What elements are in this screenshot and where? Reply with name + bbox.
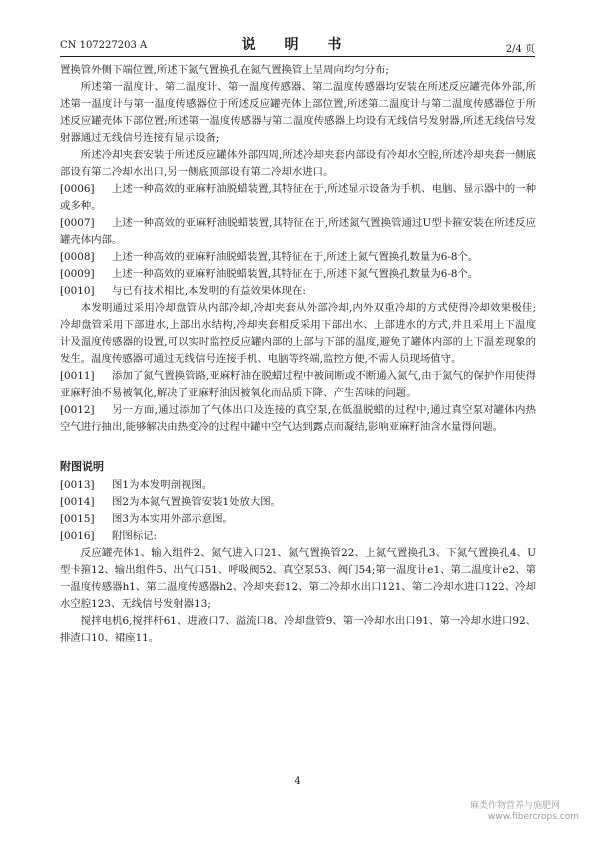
document-title: 说 明 书 bbox=[241, 37, 354, 53]
paragraph-number: [0007] bbox=[60, 217, 95, 229]
paragraph bbox=[60, 266, 536, 283]
watermark-url: www.fibercrops.com bbox=[488, 812, 579, 822]
paragraph-number: [0010] bbox=[60, 285, 95, 297]
header-rule bbox=[60, 56, 535, 57]
figures-section-title: 附图说明 bbox=[60, 460, 104, 473]
paragraph-text: 另一方面,通过添加了气体出口及连接的真空泵,在低温脱蜡的过程中,通过真空泵对罐体内热空气进行抽出,能够解决由热变冷的过程中罐中空气达到露点而凝结,影响亚麻籽油含水量得问题。 bbox=[60, 404, 536, 433]
paragraph bbox=[60, 215, 536, 249]
paragraph bbox=[60, 62, 536, 79]
paragraph bbox=[60, 545, 536, 613]
page-header bbox=[60, 34, 535, 56]
paragraph-text: 搅拌电机6,搅拌杆61、进液口7、溢流口8、冷却盘管9、第一冷却水出口91、第一冷却水进口92、排渣口10、裙座11。 bbox=[60, 615, 536, 644]
paragraph-text: 图1为本发明剖视图。 bbox=[112, 479, 213, 491]
paragraph-number: [0014] bbox=[60, 496, 95, 508]
paragraph-text: 上述一种高效的亚麻籽油脱蜡装置,其特征在于,所述氮气置换管通过U型卡箍安装在所述反应罐壳体内部。 bbox=[60, 217, 536, 246]
paragraph bbox=[60, 147, 536, 181]
paragraph bbox=[60, 402, 536, 436]
paragraph bbox=[60, 477, 536, 494]
paragraph bbox=[60, 181, 536, 215]
description-paragraphs bbox=[60, 62, 536, 436]
paragraph bbox=[60, 283, 536, 300]
paragraph-number: [0009] bbox=[60, 268, 95, 280]
paragraph-text: 图2为本氮气置换管安装1处放大图。 bbox=[112, 496, 282, 508]
paragraph bbox=[60, 528, 536, 545]
document-body bbox=[60, 62, 536, 647]
paragraph-number: [0008] bbox=[60, 251, 95, 263]
paragraph-text: 反应罐壳体1、输入组件2、氮气进入口21、氮气置换管22、上氮气置换孔3、下氮气置换孔4、U型卡箍12、输出组件5、出气口51、呼吸阀52、真空泵53、阀门54;第一温度计e1、第二温度计e2、第一温度传感器h1、第二温度传感器h2、冷却夹套12、第二冷却水出口121、第二冷却水进口122、冷却水空腔123、无线信号发射器13; bbox=[60, 547, 536, 610]
paragraph-text: 上述一种高效的亚麻籽油脱蜡装置,其特征在于,所述下氮气置换孔数量为6-8个。 bbox=[112, 268, 479, 280]
paragraph-number: [0015] bbox=[60, 513, 95, 525]
paragraph-text: 所述冷却夹套安装于所述反应罐体外部四周,所述冷却夹套内部设有冷却水空腔,所述冷却夹套一侧底部设有第二冷却水出口,另一侧底顶部设有第二冷却水进口。 bbox=[60, 149, 536, 178]
paragraph-number: [0016] bbox=[60, 530, 95, 542]
paragraph-text: 与已有技术相比,本发明的有益效果体现在: bbox=[112, 285, 306, 297]
paragraph bbox=[60, 613, 536, 647]
paragraph bbox=[60, 300, 536, 368]
paragraph-text: 本发明通过采用冷却盘管从内部冷却,冷却夹套从外部冷却,内外双重冷却的方式使得冷却效果极佳;冷却盘管采用下部进水,上部出水结构,冷却夹套相反采用下部出水、上部进水的方式,并且采用上下温度计及温度传感器的设置,可以实时监控反应罐内部的上部与下部的温度,避免了罐体内部的上下温差现象的发生。温度传感器可通过无线信号连接手机、电脑等终端,监控方便,不需人员现场值守。 bbox=[60, 302, 536, 365]
page-number: 4 bbox=[294, 776, 301, 787]
paragraph-number: [0012] bbox=[60, 404, 95, 416]
paragraph-text: 上述一种高效的亚麻籽油脱蜡装置,其特征在于,所述上氮气置换孔数量为6-8个。 bbox=[112, 251, 479, 263]
figure-paragraphs bbox=[60, 477, 536, 647]
paragraph-text: 置换管外侧下端位置,所述下氮气置换孔在氮气置换管上呈周向均匀分布; bbox=[60, 64, 389, 76]
paragraph bbox=[60, 511, 536, 528]
watermark-site-name: 麻类作物营养与施肥网 bbox=[470, 801, 561, 811]
paragraph bbox=[60, 368, 536, 402]
paragraph bbox=[60, 494, 536, 511]
paragraph-text: 附图标记: bbox=[112, 530, 158, 542]
paragraph bbox=[60, 79, 536, 147]
page-indicator: 2/4 页 bbox=[505, 44, 535, 55]
paragraph-number: [0006] bbox=[60, 183, 95, 195]
paragraph-number: [0011] bbox=[60, 370, 95, 382]
paragraph-text: 添加了氮气置换管路,亚麻籽油在脱蜡过程中被间断或不断通入氮气,由于氮气的保护作用使得亚麻籽油不易被氧化,解决了亚麻籽油因被氧化而品质下降、产生苦味的问题。 bbox=[60, 370, 536, 399]
paragraph bbox=[60, 249, 536, 266]
paragraph-text: 所述第一温度计、第二温度计、第一温度传感器、第二温度传感器均安装在所述反应罐壳体外部,所述第一温度计与第一温度传感器位于所述反应罐壳体上部位置,所述第二温度计与第二温度传感器位于所述反应罐壳体下部位置;所述第一温度传感器与第二温度传感器上均设有无线信号发射器,所述无线信号发射器通过无线信号连接有显示设备; bbox=[60, 81, 536, 144]
paragraph-text: 图3为本实用外部示意图。 bbox=[112, 513, 233, 525]
paragraph-number: [0013] bbox=[60, 479, 95, 491]
patent-number: CN 107227203 A bbox=[60, 40, 148, 51]
paragraph-text: 上述一种高效的亚麻籽油脱蜡装置,其特征在于,所述显示设备为手机、电脑、显示器中的一种或多种。 bbox=[60, 183, 536, 212]
